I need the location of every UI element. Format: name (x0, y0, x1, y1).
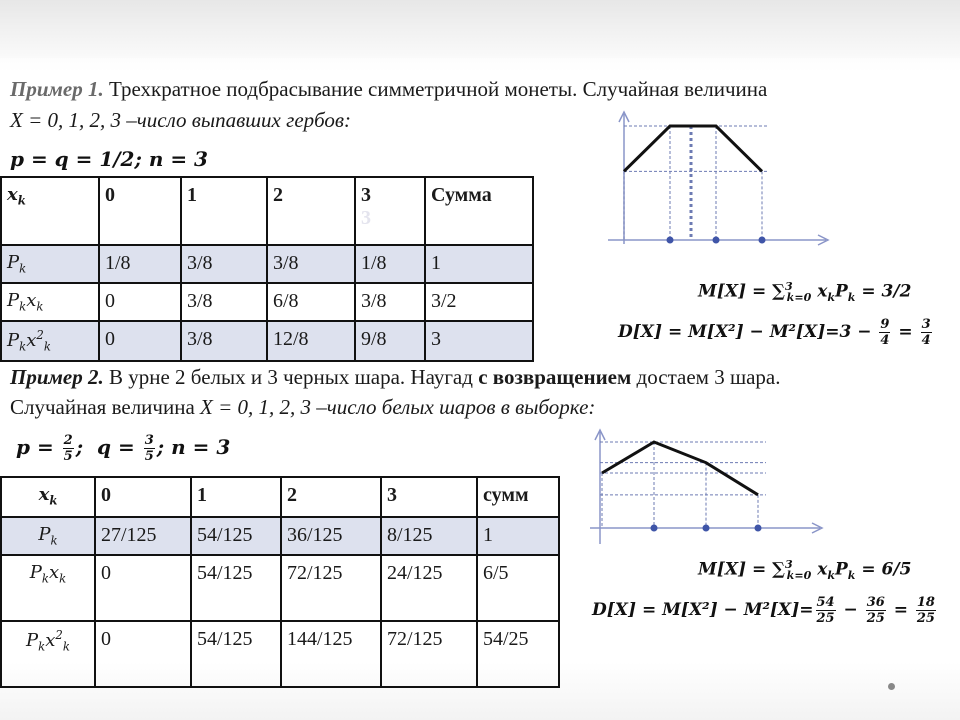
table-row (1, 177, 533, 245)
example1-mean-formula: M[X] = ∑$^3_{k=0}$ $x_kP_k = 3/2$ (698, 280, 912, 305)
table-cell: 24/125 (381, 555, 477, 621)
table-cell: 8/125 (381, 517, 477, 555)
fraction: $\frac{9}{4}$ (880, 317, 890, 348)
table-row (1, 283, 533, 321)
example2-table (0, 476, 560, 688)
table-cell: $P_kx_k$ (1, 555, 95, 621)
table-cell: 0 (95, 555, 191, 621)
example1-params: p = q = 1/2; n = 3 (10, 147, 208, 171)
table-cell: $P_kx_k$ (1, 283, 99, 321)
slide-bullet-dot (888, 683, 895, 690)
table-cell: $P_k$ (1, 245, 99, 283)
x-value-dot (703, 525, 710, 532)
x-value-dot (759, 237, 766, 244)
table-cell: 3 (381, 477, 477, 517)
fraction: $\frac{2}{5}$ (63, 433, 73, 464)
table-cell: 3/8 (181, 321, 267, 361)
slide-top-band (0, 0, 960, 58)
table-cell: 0 (99, 283, 181, 321)
table-cell: 3/8 (181, 245, 267, 283)
table-cell: 27/125 (95, 517, 191, 555)
table-cell: 0 (99, 177, 181, 245)
example1-table (0, 176, 534, 362)
example1-text: Трехкратное подбрасывание симметричной монеты. Случайная величина (103, 77, 768, 101)
distribution-polyline (624, 126, 762, 171)
table-cell: 54/125 (191, 517, 281, 555)
table-cell: 1 (181, 177, 267, 245)
table-cell: 9/8 (355, 321, 425, 361)
table-cell: $P_k$ (1, 517, 95, 555)
example2-distribution-graph (590, 428, 830, 548)
x-value-dot (667, 237, 674, 244)
table-row (1, 477, 559, 517)
table-row (1, 517, 559, 555)
table-cell: 0 (95, 621, 191, 687)
table-cell: 1/8 (355, 245, 425, 283)
table-cell: Сумма (425, 177, 533, 245)
table-cell: 72/125 (281, 555, 381, 621)
table-cell: 2 (281, 477, 381, 517)
table-cell: 3/8 (181, 283, 267, 321)
table-cell: 36/125 (281, 517, 381, 555)
example2-mean-formula: M[X] = ∑$^3_{k=0}$ $x_kP_k = 6/5$ (698, 558, 912, 583)
x-value-dot (651, 525, 658, 532)
table-cell: 54/125 (191, 555, 281, 621)
x-value-dot (713, 237, 720, 244)
example1-distribution-graph (600, 108, 840, 248)
ghost-mark: 3 (361, 207, 371, 229)
fraction: $\frac{3}{5}$ (144, 433, 154, 464)
table-cell: 1 (425, 245, 533, 283)
table-cell: 2 (267, 177, 355, 245)
table-cell: 144/125 (281, 621, 381, 687)
table-cell: 1 (191, 477, 281, 517)
example2-variance-formula: D[X] = M[X²] − M²[X]= $\frac{54}{25}$ − $\frac{36}{25}$ = $\frac{18}{25}$ (592, 595, 935, 626)
table-cell: 6/5 (477, 555, 559, 621)
table-cell: 72/125 (381, 621, 477, 687)
example2-heading: Пример 2. В урне 2 белых и 3 черных шара. Наугад с возвращением достаем 3 шара. (10, 365, 781, 389)
table-cell: 3 3 (355, 177, 425, 245)
example2-params: p = $\frac{2}{5}$ ; q = $\frac{3}{5}$ ; n = 3 (16, 433, 231, 464)
table-cell: 0 (99, 321, 181, 361)
example1-text2: X = 0, 1, 2, 3 –число выпавших гербов: (10, 108, 352, 132)
table-cell: $P_kx^2_k$ (1, 621, 95, 687)
table-row (1, 555, 559, 621)
distribution-polyline (602, 442, 758, 495)
table-cell: 3/2 (425, 283, 533, 321)
table-cell: $x_k$ (1, 477, 95, 517)
table-cell: 3/8 (355, 283, 425, 321)
table-cell: 0 (95, 477, 191, 517)
fraction: $\frac{54}{25}$ (816, 595, 835, 626)
table-cell: 12/8 (267, 321, 355, 361)
example1-title: Пример 1. (10, 77, 104, 101)
table-cell: 54/25 (477, 621, 559, 687)
table-cell: 6/8 (267, 283, 355, 321)
table-cell: 1/8 (99, 245, 181, 283)
table-row (1, 245, 533, 283)
example2-text2: Случайная величина X = 0, 1, 2, 3 –число белых шаров в выборке: (10, 395, 596, 419)
example2-title: Пример 2. (10, 365, 104, 389)
table-cell: 3 (425, 321, 533, 361)
example1-heading (10, 76, 767, 102)
fraction: $\frac{36}{25}$ (866, 595, 885, 626)
x-value-dot (755, 525, 762, 532)
table-row (1, 621, 559, 687)
table-row (1, 321, 533, 361)
example1-variance-formula: D[X] = M[X²] − M²[X]=3 − $\frac{9}{4}$ = $\frac{3}{4}$ (618, 317, 931, 348)
table-cell: 54/125 (191, 621, 281, 687)
table-cell: 1 (477, 517, 559, 555)
fraction: $\frac{18}{25}$ (916, 595, 935, 626)
table-cell: сумм (477, 477, 559, 517)
fraction: $\frac{3}{4}$ (921, 317, 931, 348)
table-cell: $x_k$ (1, 177, 99, 245)
table-cell: 3/8 (267, 245, 355, 283)
table-cell: $P_kx^2_k$ (1, 321, 99, 361)
